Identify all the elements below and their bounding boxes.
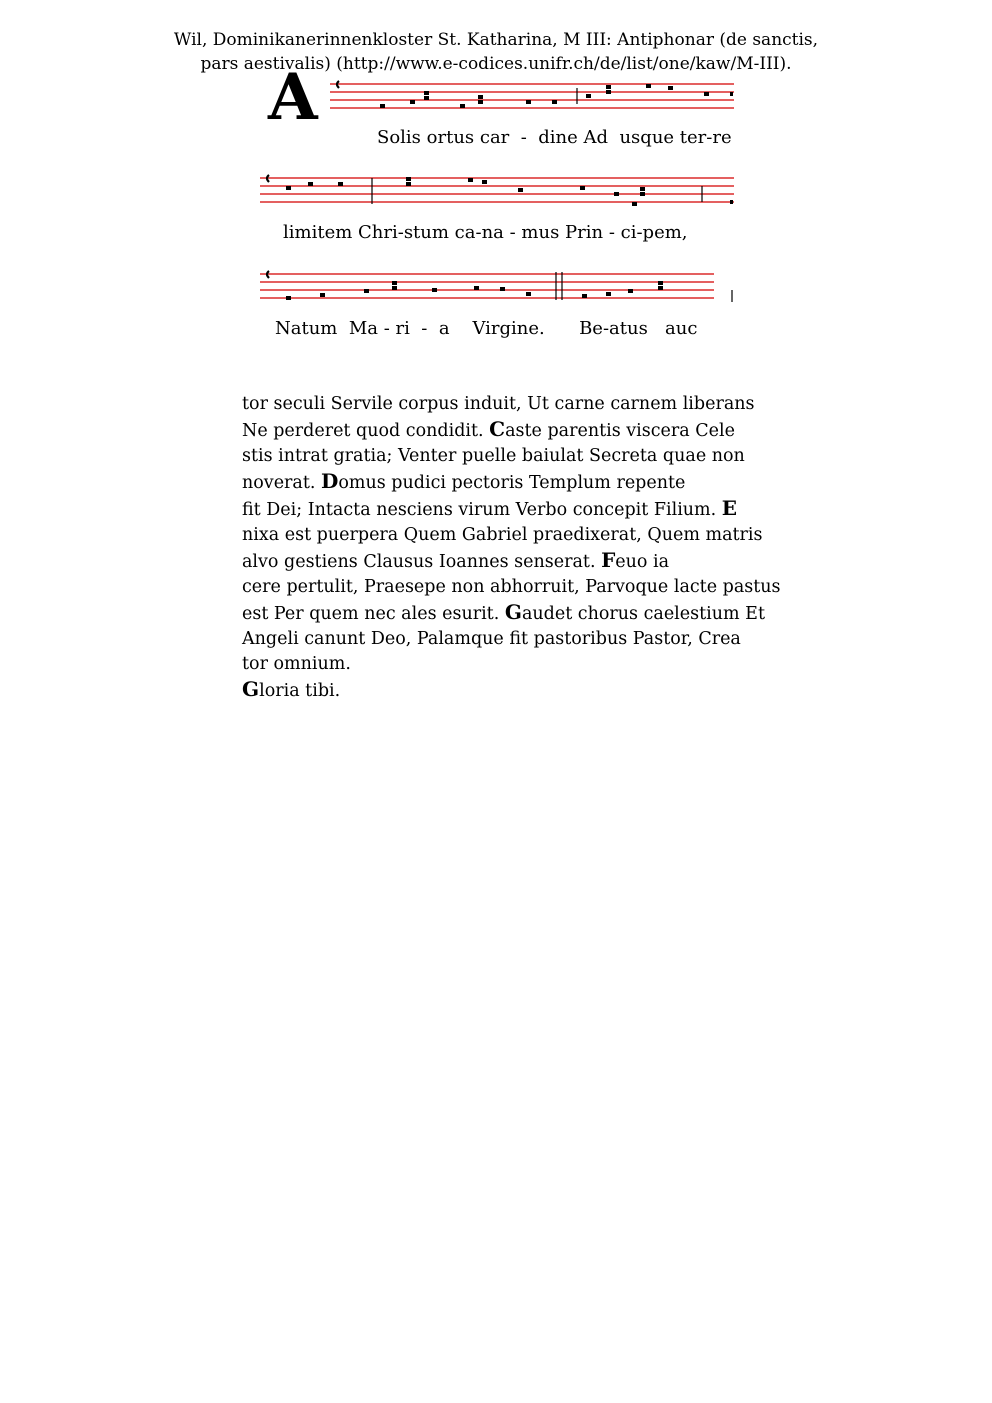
- text-line: stis intrat gratia; Venter puelle baiulat Secreta quae non: [242, 446, 745, 466]
- text-line: Angeli canunt Deo, Palamque fit pastoribus Pastor, Crea: [242, 629, 741, 649]
- music-staff-3: [260, 268, 734, 308]
- text-line: fit Dei; Intacta nesciens virum Verbo concepit Filium. E: [242, 496, 738, 520]
- text-line: nixa est puerpera Quem Gabriel praedixerat, Quem matris: [242, 525, 763, 545]
- verse-initial: G: [504, 600, 522, 624]
- lyric-line-1: Solis ortus car - dine Ad usque ter-re: [377, 127, 732, 148]
- verse-initial: G: [242, 677, 260, 701]
- text-line: tor seculi Servile corpus induit, Ut carne carnem liberans: [242, 394, 755, 414]
- music-staff-2: [260, 172, 734, 212]
- hymn-text: [242, 392, 781, 704]
- header-line-2: pars aestivalis) (http://www.e-codices.unifr.ch/de/list/one/kaw/M-III).: [200, 54, 792, 74]
- verse-initial: F: [601, 548, 616, 572]
- text-line: Ne perderet quod condidit. Caste parentis viscera Cele: [242, 417, 735, 441]
- page-header: [0, 28, 992, 76]
- verse-initial: E: [721, 496, 738, 520]
- text-line: noverat. Domus pudici pectoris Templum repente: [242, 469, 686, 493]
- text-line: cere pertulit, Praesepe non abhorruit, Parvoque lacte pastus: [242, 577, 781, 597]
- text-line: est Per quem nec ales esurit. Gaudet chorus caelestium Et: [242, 600, 765, 624]
- header-line-1: Wil, Dominikanerinnenkloster St. Katharina, M III: Antiphonar (de sanctis,: [173, 30, 819, 50]
- verse-initial: C: [489, 417, 506, 441]
- verse-initial: D: [321, 469, 339, 493]
- initial-letter: A: [268, 60, 318, 135]
- music-staff-1: [330, 78, 734, 118]
- text-line: alvo gestiens Clausus Ioannes senserat. Feuo ia: [242, 548, 670, 572]
- lyric-line-3: Natum Ma - ri - a Virgine. Be-atus auc: [275, 318, 698, 339]
- text-line: tor omnium.: [242, 654, 351, 674]
- lyric-line-2: limitem Chri-stum ca-na - mus Prin - ci-pem,: [283, 222, 688, 243]
- text-line-gloria: Gloria tibi.: [242, 677, 341, 701]
